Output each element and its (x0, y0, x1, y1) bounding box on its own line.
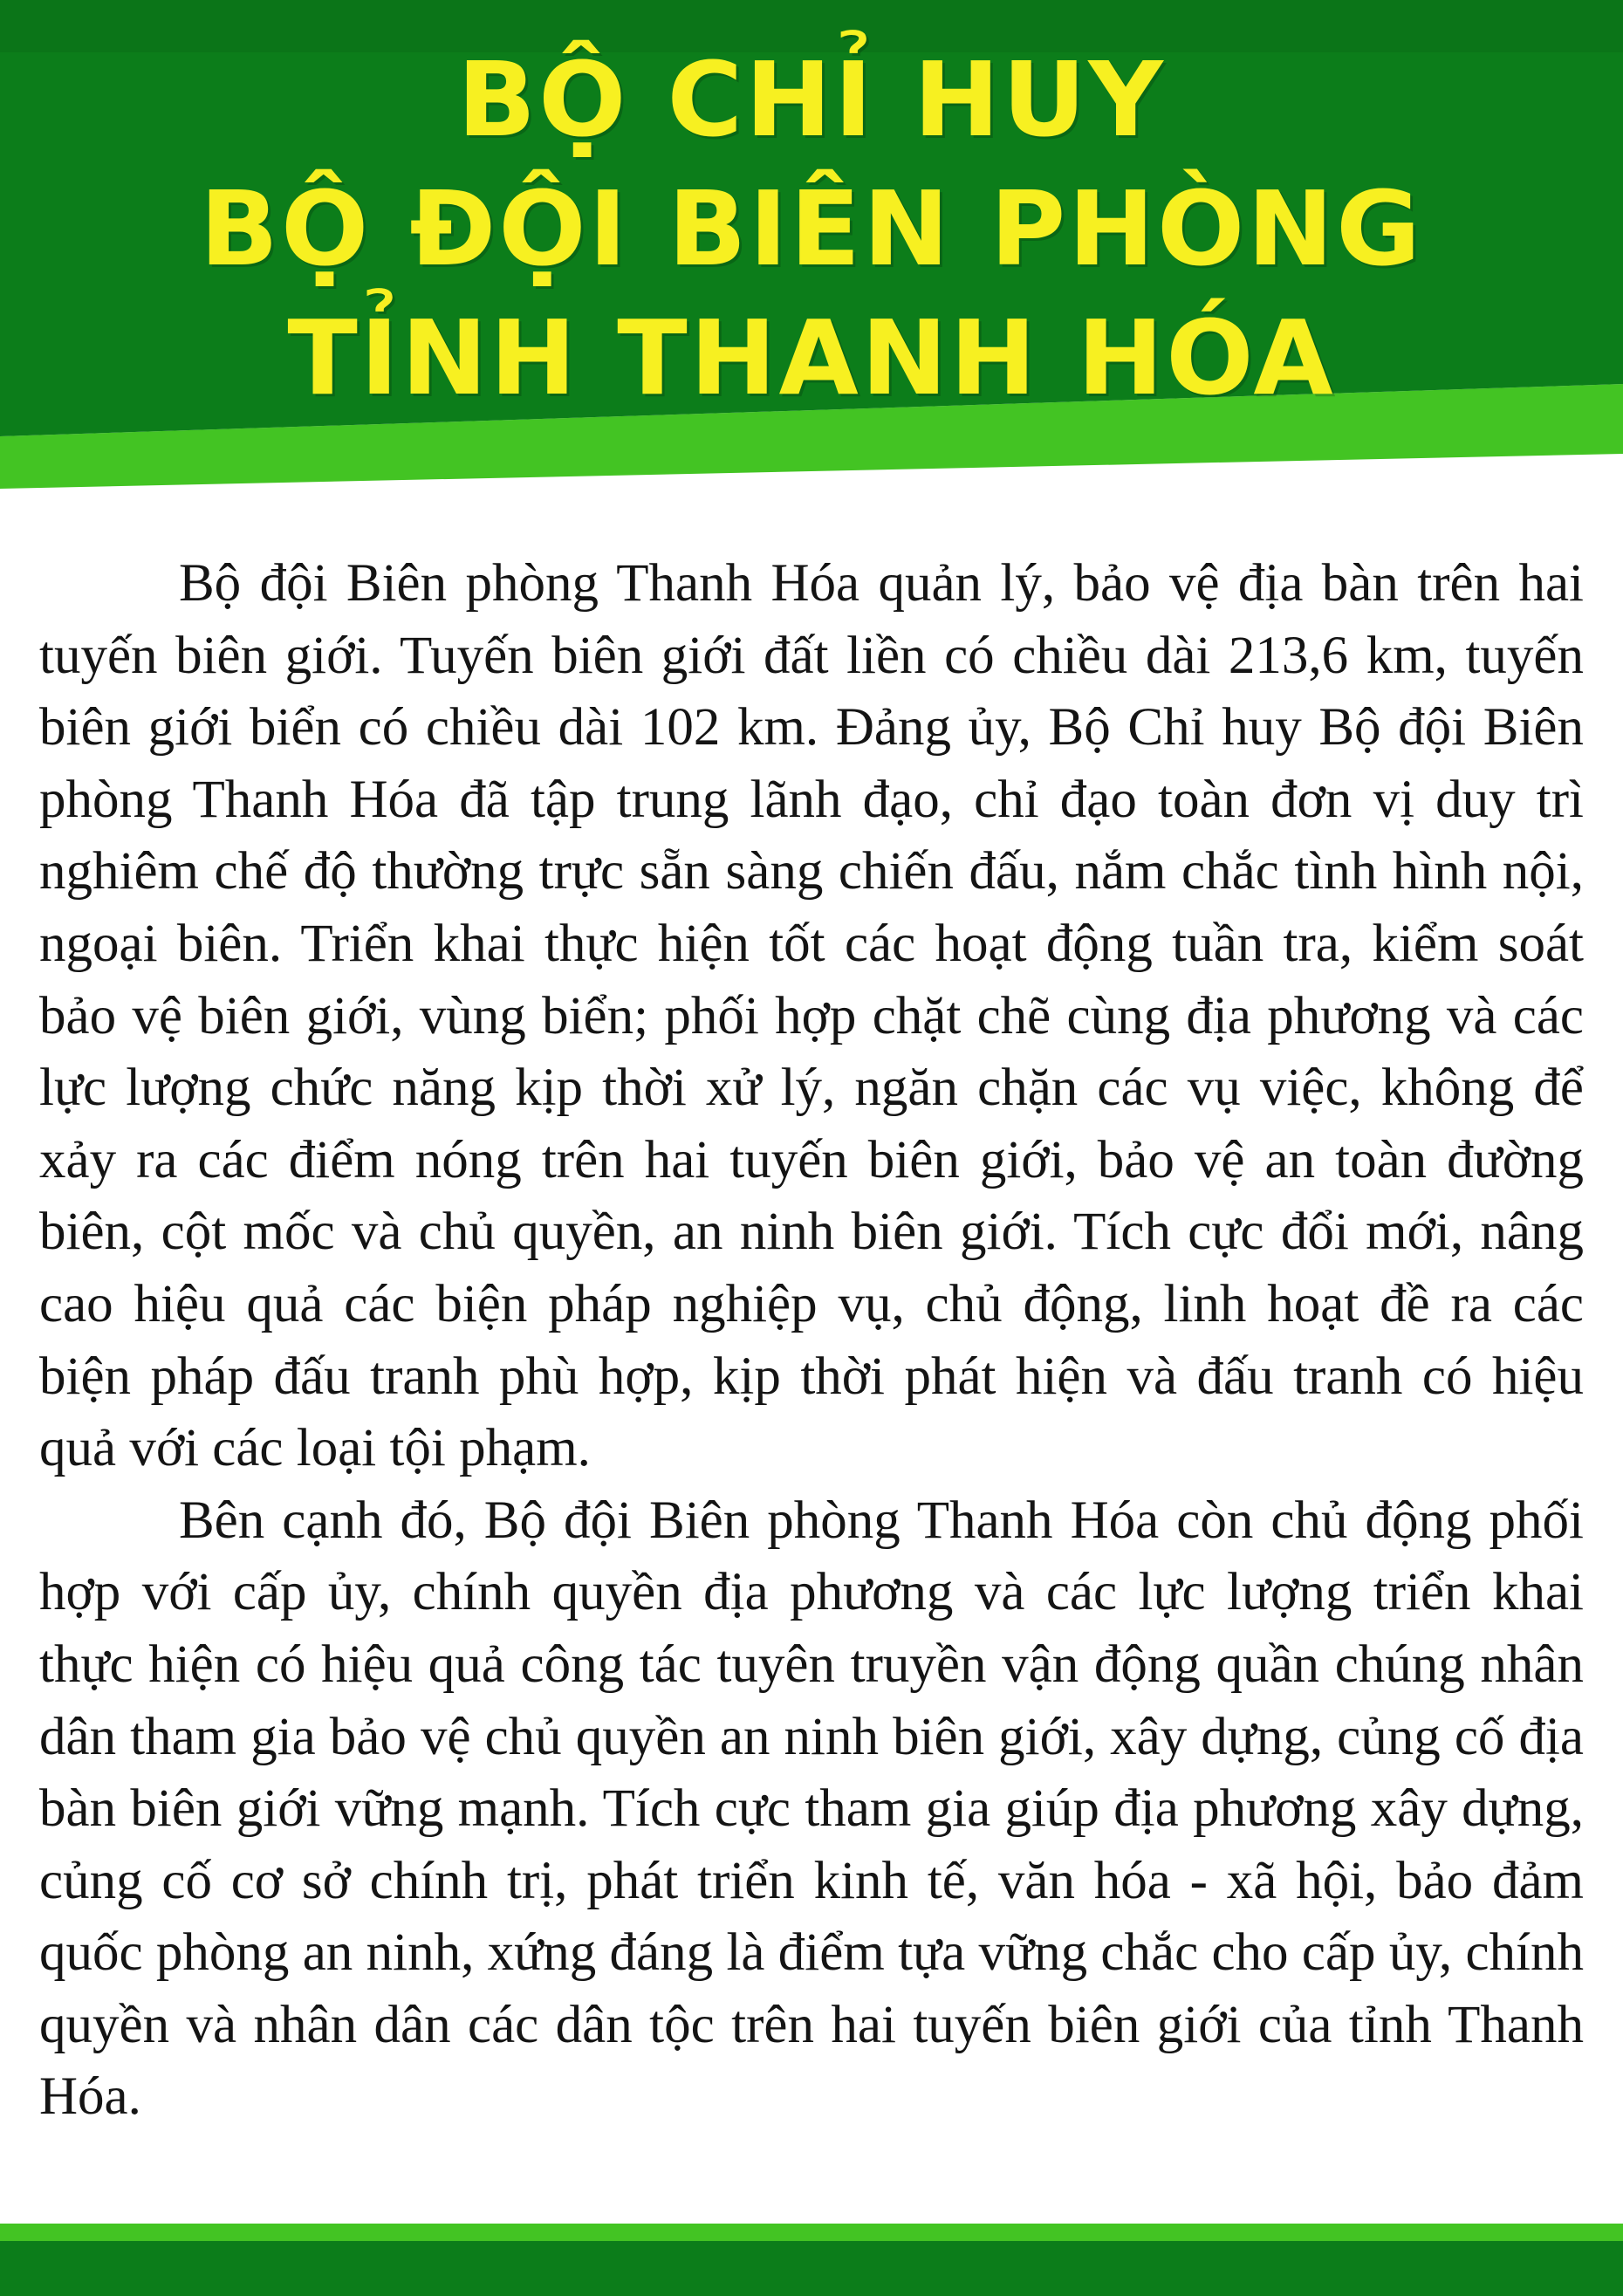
page-title (0, 35, 1623, 422)
title-line-1: BỘ CHỈ HUY (457, 39, 1166, 160)
header-banner (0, 0, 1623, 497)
article-body (39, 548, 1584, 2134)
footer-banner (0, 2224, 1623, 2296)
footer-accent-stripe (0, 2224, 1623, 2241)
footer-main-band (0, 2241, 1623, 2296)
paragraph-1: Bộ đội Biên phòng Thanh Hóa quản lý, bảo vệ địa bàn trên hai tuyến biên giới. Tuyến biên giới đất liền có chiều dài 213,6 km, tuyến biên giới biển có chiều dài 102 km. Đảng ủy, Bộ Chỉ huy Bộ đội Biên phòng Thanh Hóa đã tập trung lãnh đạo, chỉ đạo toàn đơn vị duy trì nghiêm chế độ thường trực sẵn sàng chiến đấu, nắm chắc tình hình nội, ngoại biên. Triển khai thực hiện tốt các hoạt động tuần tra, kiểm soát bảo vệ biên giới, vùng biển; phối hợp chặt chẽ cùng địa phương và các lực lượng chức năng kịp thời xử lý, ngăn chặn các vụ việc, không để xảy ra các điểm nóng trên hai tuyến biên giới, bảo vệ an toàn đường biên, cột mốc và chủ quyền, an ninh biên giới. Tích cực đổi mới, nâng cao hiệu quả các biện pháp nghiệp vụ, chủ động, linh hoạt đề ra các biện pháp đấu tranh phù hợp, kịp thời phát hiện và đấu tranh có hiệu quả với các loại tội phạm. (39, 554, 1584, 1478)
paragraph-2: Bên cạnh đó, Bộ đội Biên phòng Thanh Hóa còn chủ động phối hợp với cấp ủy, chính quyền địa phương và các lực lượng triển khai thực hiện có hiệu quả công tác tuyên truyền vận động quần chúng nhân dân tham gia bảo vệ chủ quyền an ninh biên giới, xây dựng, củng cố địa bàn biên giới vững mạnh. Tích cực tham gia giúp địa phương xây dựng, củng cố cơ sở chính trị, phát triển kinh tế, văn hóa - xã hội, bảo đảm quốc phòng an ninh, xứng đáng là điểm tựa vững chắc cho cấp ủy, chính quyền và nhân dân các dân tộc trên hai tuyến biên giới của tỉnh Thanh Hóa. (39, 1491, 1584, 2127)
title-line-2: BỘ ĐỘI BIÊN PHÒNG (200, 168, 1423, 289)
title-line-3: TỈNH THANH HÓA (287, 298, 1336, 418)
